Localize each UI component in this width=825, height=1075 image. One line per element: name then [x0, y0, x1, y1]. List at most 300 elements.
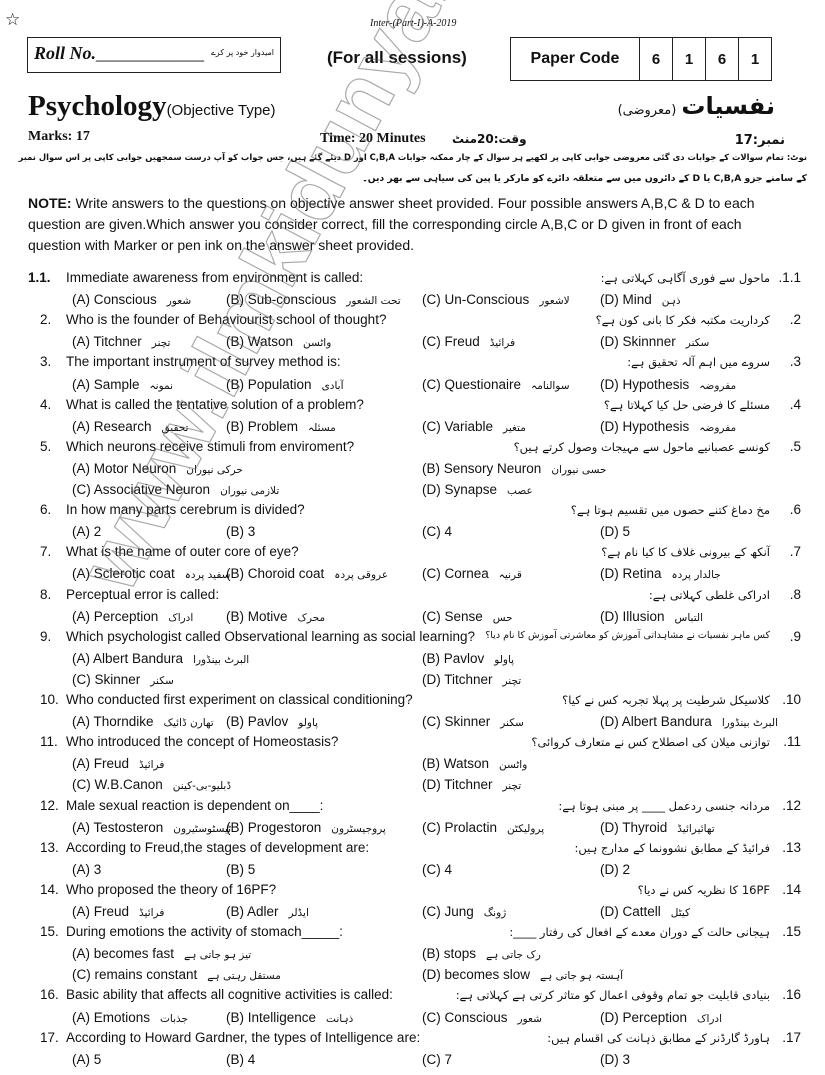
option-label-urdu[interactable]: مفروضہ — [699, 379, 737, 392]
answer-option[interactable] — [226, 820, 386, 835]
options-row — [0, 817, 825, 838]
option-label[interactable]: (B) 4 — [226, 1051, 256, 1067]
option-label-urdu[interactable]: تحت الشعور — [346, 295, 401, 308]
answer-option[interactable] — [422, 714, 524, 729]
option-label-urdu[interactable]: محرک — [297, 611, 326, 624]
option-label-urdu[interactable]: لاشعور — [539, 295, 570, 308]
option-label[interactable]: (C) Cornea — [422, 566, 489, 582]
option-label[interactable]: (A) 5 — [72, 1051, 102, 1067]
option-label[interactable]: (B) Adler — [226, 904, 279, 919]
option-label-urdu[interactable]: تحقیق — [161, 421, 189, 434]
answer-option[interactable] — [72, 461, 243, 476]
option-label[interactable]: (D) Hypothesis — [600, 376, 690, 392]
option-label[interactable]: (B) Sub-conscious — [226, 292, 337, 308]
time-urdu: وقت:20منٹ — [452, 132, 527, 146]
answer-option[interactable] — [72, 377, 173, 392]
option-label-urdu[interactable]: تیز ہو جاتی ہے — [184, 949, 252, 962]
option-label-urdu[interactable]: سفید پردہ — [184, 569, 231, 582]
answer-option[interactable] — [600, 904, 690, 919]
option-label-urdu[interactable]: التباس — [674, 611, 703, 624]
option-label-urdu[interactable]: مسئلہ — [308, 421, 336, 434]
question-text-urdu: آنکھ کے بیرونی غلاف کا کیا نام ہے؟ — [601, 545, 770, 560]
paper-code-table — [510, 37, 772, 81]
question-number: 13. — [40, 839, 59, 855]
question-text-urdu: فرائیڈ کے مطابق نشوونما کے مدارج ہیں: — [574, 840, 770, 855]
option-label[interactable]: (D) Cattell — [600, 904, 661, 919]
option-label[interactable]: (A) Thorndike — [72, 714, 154, 730]
question-text-urdu: ادراکی غلطی کہلاتی ہے: — [648, 587, 770, 602]
answer-option[interactable] — [72, 777, 231, 792]
option-label[interactable]: (C) remains constant — [72, 967, 198, 983]
answer-option[interactable] — [72, 524, 101, 539]
answer-option[interactable] — [72, 419, 188, 434]
question-text-urdu: کلاسیکل شرطیت پر پہلا تجربہ کس نے کیا؟ — [562, 693, 770, 707]
question-number-urdu: .5 — [789, 438, 801, 454]
marks-urdu: نمبر:17 — [734, 133, 785, 148]
answer-option[interactable] — [600, 862, 630, 877]
option-label[interactable]: (D) Thyroid — [600, 819, 668, 835]
roll-label — [34, 43, 204, 64]
paper-code-digit: 1 — [738, 38, 771, 80]
option-label[interactable]: (D) 2 — [600, 861, 630, 877]
question-number-urdu: .15 — [782, 924, 801, 940]
answer-option[interactable] — [422, 419, 526, 434]
subject-title — [28, 90, 276, 123]
option-label[interactable]: (A) Perception — [72, 608, 159, 624]
option-label-urdu[interactable]: واٹسن — [499, 759, 528, 772]
answer-option[interactable] — [422, 862, 452, 877]
question-line — [0, 268, 825, 289]
option-label[interactable]: (C) Freud — [422, 334, 480, 350]
option-label[interactable]: (D) Perception — [600, 1009, 688, 1025]
options-row — [0, 416, 825, 437]
answer-option[interactable] — [72, 967, 281, 982]
question-line — [0, 585, 825, 606]
option-label-urdu[interactable]: ایڈلر — [288, 907, 309, 919]
question-text: Immediate awareness from environment is called: — [66, 270, 364, 285]
answer-option[interactable] — [422, 1010, 542, 1025]
answer-option[interactable] — [600, 1010, 722, 1025]
option-label[interactable]: (A) 3 — [72, 861, 102, 877]
option-label[interactable]: (B) stops — [422, 946, 477, 962]
question-text-urdu: ہاورڈ گارڈنر کے مطابق ذہانت کی اقسام ہیں: — [547, 1030, 770, 1045]
subject-title-urdu — [618, 92, 775, 120]
question-text-urdu: کونسے عصبانیے ماحول سے مہیجات وصول کرتے ہیں؟ — [513, 439, 770, 454]
exam-title: Inter-(Part-I)-A-2019 — [370, 18, 457, 29]
answer-option[interactable] — [422, 1052, 452, 1067]
option-label[interactable]: (B) 3 — [226, 524, 256, 540]
note-urdu-line-1: نوٹ: تمام سوالات کے جوابات دی گئی معروضی جوابی کاپی پر لکھیے ہر سوال کے چار ممکنہ جوابات C,B,A اور D دیئے گئے ہیں، جس جواب کو آپ درست سمجھیں جوابی کاپی پر اس سوال نمبر — [18, 152, 807, 162]
answer-option[interactable] — [226, 1052, 255, 1067]
option-label[interactable]: (D) becomes slow — [422, 967, 531, 983]
option-label[interactable]: (C) Associative Neuron — [72, 482, 211, 497]
option-label[interactable]: (A) Sample — [72, 376, 140, 392]
question-line — [0, 838, 825, 859]
answer-option[interactable] — [600, 714, 778, 729]
subject-name-urdu: نفسیات — [681, 92, 775, 120]
question-text-urdu: بنیادی قابلیت جو تمام وقوفی اعمال کو متاثر کرتی ہے کہلاتی ہے: — [455, 988, 770, 1003]
note-text: Write answers to the questions on objective answer sheet provided. Four possible answers A,B,C & D to each question are given.Which answer you consider correct, fill the corresponding circle A,B,C or D given in front of each question with Marker or pen ink on the answer sheet provided. — [28, 195, 755, 253]
question-number: 4. — [40, 396, 52, 412]
answer-option[interactable] — [72, 946, 251, 961]
option-label-urdu[interactable]: ذہن — [661, 295, 681, 308]
option-label-urdu[interactable]: واٹسن — [303, 337, 332, 350]
option-label[interactable]: (D) Hypothesis — [600, 418, 690, 434]
option-label[interactable]: (C) 4 — [422, 861, 452, 877]
option-label[interactable]: (C) Conscious — [422, 1009, 508, 1025]
option-label-urdu[interactable]: ادراک — [697, 1012, 723, 1025]
option-label[interactable]: (C) Questionaire — [422, 376, 522, 392]
option-label[interactable]: (C) 7 — [422, 1051, 452, 1067]
options-row — [0, 648, 825, 669]
option-label[interactable]: (D) 5 — [600, 524, 630, 540]
option-label[interactable]: (A) Albert Bandura — [72, 650, 184, 666]
answer-option[interactable] — [72, 672, 174, 687]
option-label[interactable]: (C) Variable — [422, 418, 494, 434]
option-label-urdu[interactable]: رک جاتی ہے — [486, 949, 541, 962]
answer-option[interactable] — [226, 904, 309, 919]
answer-option[interactable] — [422, 777, 521, 792]
options-row — [0, 711, 825, 732]
question-line — [0, 352, 825, 373]
option-label-urdu[interactable]: فرائیڈ — [489, 337, 516, 350]
option-label[interactable]: (B) Choroid coat — [226, 566, 325, 582]
time: Time: 20 Minutes — [320, 131, 426, 146]
answer-option[interactable] — [72, 714, 214, 729]
answer-option[interactable] — [422, 756, 527, 771]
options-row — [0, 901, 825, 922]
answer-option[interactable] — [422, 820, 544, 835]
option-label-urdu[interactable]: حسی نیوران — [551, 463, 607, 476]
answer-option[interactable] — [72, 1052, 101, 1067]
question-line — [0, 732, 825, 753]
option-label-urdu[interactable]: جالدار پردہ — [671, 569, 721, 582]
answer-option[interactable] — [226, 609, 325, 624]
option-label[interactable]: (B) Problem — [226, 418, 299, 434]
answer-option[interactable] — [72, 1010, 188, 1025]
note-urdu-line-2: کے سامنے جزو C,B,A یا D کے دائروں میں سے متعلقہ دائرے کو مارکر یا پین کی سیاہی سے بھر دیں۔ — [362, 173, 807, 184]
answer-option[interactable] — [422, 672, 521, 687]
question-number: 3. — [40, 354, 52, 370]
options-row — [0, 479, 825, 500]
option-label[interactable]: (B) Population — [226, 376, 312, 392]
roll-blank[interactable]: ____________ — [96, 43, 205, 63]
question-text-urdu: سروے میں اہم آلہ تحقیق ہے: — [627, 355, 770, 370]
question-text: Basic ability that affects all cognitive activities is called: — [66, 987, 393, 1003]
option-label-urdu[interactable]: جذبات — [160, 1012, 189, 1025]
option-label[interactable]: (D) Retina — [600, 566, 662, 582]
answer-option[interactable] — [226, 1010, 353, 1025]
question-text: Who introduced the concept of Homeostasis? — [66, 734, 339, 750]
answer-option[interactable] — [422, 651, 514, 666]
option-label-urdu[interactable]: پرولیکٹن — [507, 822, 545, 835]
option-label[interactable]: (C) 4 — [422, 524, 452, 540]
option-label[interactable]: (A) Research — [72, 418, 152, 434]
option-label-urdu[interactable]: ڈبلیو-بی-کینن — [172, 780, 232, 793]
option-label-urdu[interactable]: مستقل رہتی ہے — [207, 970, 281, 983]
option-label-urdu[interactable]: تھارن ڈائیک — [163, 717, 214, 730]
option-label[interactable]: (B) 5 — [226, 861, 256, 877]
option-label-urdu[interactable]: فرائیڈ — [139, 907, 165, 919]
question-number-urdu: .9 — [789, 628, 801, 644]
question-number-urdu: .8 — [789, 586, 801, 602]
option-label[interactable]: (B) Watson — [422, 756, 490, 772]
option-label[interactable]: (A) Emotions — [72, 1009, 151, 1025]
question-text-urdu: توازنی میلان کی اصطلاح کس نے متعارف کروائی؟ — [531, 735, 770, 750]
option-label[interactable]: (A) Freud — [72, 756, 130, 772]
answer-option[interactable] — [422, 377, 570, 392]
option-label-urdu[interactable]: عروقی پردہ — [334, 569, 389, 582]
answer-option[interactable] — [226, 419, 336, 434]
answer-option[interactable] — [72, 566, 230, 581]
option-label[interactable]: (A) Testosteron — [72, 819, 164, 835]
option-label-urdu[interactable]: شعور — [166, 295, 192, 308]
answer-option[interactable] — [226, 292, 401, 307]
option-label-urdu[interactable]: ژونگ — [483, 907, 507, 919]
answer-option[interactable] — [422, 292, 570, 307]
options-row — [0, 964, 825, 985]
option-label[interactable]: (A) 2 — [72, 524, 102, 540]
option-label[interactable]: (B) Motive — [226, 608, 288, 624]
note-label: NOTE: — [28, 195, 72, 211]
question-line — [0, 985, 825, 1006]
option-label[interactable]: (C) Skinner — [422, 714, 491, 730]
option-label-urdu[interactable]: آہستہ ہو جاتی ہے — [540, 970, 624, 983]
question-number-urdu: .3 — [789, 354, 801, 370]
option-label-urdu[interactable]: سکنر — [150, 674, 174, 687]
option-label-urdu[interactable]: ذہانت — [326, 1012, 354, 1025]
option-label-urdu[interactable]: تچنر — [502, 780, 522, 793]
option-label[interactable]: (A) Freud — [72, 904, 130, 919]
answer-option[interactable] — [72, 904, 164, 919]
option-label[interactable]: (C) Prolactin — [422, 819, 498, 835]
option-label-urdu[interactable]: ٹیسٹوسٹیرون — [173, 822, 232, 835]
question-text: What is the name of outer core of eye? — [66, 544, 299, 560]
sessions-label: (For all sessions) — [327, 48, 467, 67]
answer-option[interactable] — [226, 566, 388, 581]
question-text: Male sexual reaction is dependent on____: — [66, 797, 324, 813]
question-number-urdu: .10 — [782, 692, 801, 707]
answer-option[interactable] — [226, 524, 255, 539]
question-number: 17. — [40, 1029, 59, 1045]
option-label-urdu[interactable]: فرائیڈ — [139, 759, 165, 772]
answer-option[interactable] — [422, 461, 606, 476]
answer-option[interactable] — [422, 482, 533, 497]
option-label[interactable]: (C) Sense — [422, 608, 483, 624]
options-row — [0, 943, 825, 964]
answer-option[interactable] — [600, 377, 736, 392]
option-label-urdu[interactable]: تچنر — [151, 337, 171, 350]
subject-name: Psychology — [28, 90, 167, 122]
option-label-urdu[interactable]: حرکی نیوران — [186, 463, 243, 476]
option-label[interactable]: (A) Titchner — [72, 334, 142, 350]
option-label-urdu[interactable]: قرنیہ — [498, 569, 522, 582]
question-text: Who is the founder of Behaviourist school of thought? — [66, 312, 387, 328]
options-row — [0, 289, 825, 310]
answer-option[interactable] — [226, 334, 331, 349]
answer-option[interactable] — [600, 334, 709, 349]
option-label-urdu[interactable]: تلازمی نیوران — [220, 485, 280, 497]
option-label-urdu[interactable]: مفروضہ — [699, 421, 737, 434]
paper-code-label: Paper Code — [530, 50, 620, 67]
option-label-urdu[interactable]: حس — [492, 611, 513, 624]
options-row — [0, 1007, 825, 1028]
answer-option[interactable] — [72, 820, 231, 835]
question-text: In how many parts cerebrum is divided? — [66, 502, 305, 518]
question-number-urdu: .17 — [782, 1029, 801, 1045]
answer-option[interactable] — [72, 609, 193, 624]
answer-option[interactable] — [600, 524, 630, 539]
answer-option[interactable] — [226, 862, 255, 877]
option-label-urdu[interactable]: شعور — [517, 1012, 542, 1025]
options-row — [0, 753, 825, 774]
answer-option[interactable] — [72, 334, 170, 349]
option-label[interactable]: (C) W.B.Canon — [72, 777, 163, 793]
option-label[interactable]: (B) Progestoron — [226, 819, 322, 835]
answer-option[interactable] — [72, 482, 279, 497]
option-label[interactable]: (D) Titchner — [422, 671, 493, 687]
question-number: 9. — [40, 628, 52, 644]
question-line — [0, 310, 825, 331]
question-number: 15. — [40, 924, 59, 940]
options-row — [0, 774, 825, 795]
option-label-urdu[interactable]: تھائیرائیڈ — [677, 822, 715, 835]
answer-option[interactable] — [600, 419, 736, 434]
marks: Marks: 17 — [28, 129, 90, 144]
question-text: Who proposed the theory of 16PF? — [66, 881, 277, 897]
answer-option[interactable] — [226, 377, 344, 392]
option-label[interactable]: (D) Mind — [600, 292, 652, 308]
question-number: 12. — [40, 797, 59, 813]
question-number: 14. — [40, 881, 59, 897]
question-line — [0, 880, 825, 901]
option-label-urdu[interactable]: آبادی — [321, 379, 344, 392]
option-label[interactable]: (D) Titchner — [422, 777, 493, 793]
option-label[interactable]: (B) Watson — [226, 334, 294, 350]
option-label-urdu[interactable]: سکنر — [685, 337, 710, 350]
option-label-urdu[interactable]: متغیر — [503, 421, 526, 434]
option-label-urdu[interactable]: نمونہ — [149, 379, 174, 392]
option-label[interactable]: (D) 3 — [600, 1051, 630, 1067]
question-text: Which neurons receive stimuli from enviroment? — [66, 438, 355, 454]
option-label-urdu[interactable]: تچنر — [502, 674, 522, 687]
answer-option[interactable] — [72, 756, 164, 771]
question-text: During emotions the activity of stomach_____: — [66, 924, 343, 940]
answer-option[interactable] — [422, 904, 506, 919]
answer-option[interactable] — [422, 524, 452, 539]
option-label[interactable]: (D) Albert Bandura — [600, 714, 712, 730]
answer-option[interactable] — [72, 862, 101, 877]
option-label-urdu[interactable]: البرٹ بینڈورا — [193, 653, 250, 666]
question-number-urdu: .4 — [789, 396, 801, 412]
question-number: 8. — [40, 586, 52, 602]
option-label-urdu[interactable]: پاولو — [298, 717, 319, 730]
answer-option[interactable] — [600, 566, 721, 581]
option-label-urdu[interactable]: سکنر — [500, 717, 524, 730]
question-text-urdu: کرداریت مکتبہ فکر کا بانی کون ہے؟ — [595, 313, 770, 328]
question-text: According to Howard Gardner, the types of Intelligence are: — [66, 1029, 421, 1045]
option-label[interactable]: (D) Illusion — [600, 608, 665, 624]
question-text: The important instrument of survey method is: — [66, 354, 341, 370]
answer-option[interactable] — [422, 967, 623, 982]
answer-option[interactable] — [600, 820, 715, 835]
options-row — [0, 669, 825, 690]
question-number: 2. — [40, 312, 52, 328]
answer-option[interactable] — [422, 566, 522, 581]
question-line — [0, 627, 825, 648]
question-text: Who conducted first experiment on classical conditioning? — [66, 692, 413, 707]
question-number: 6. — [40, 502, 52, 518]
option-label[interactable]: (B) Sensory Neuron — [422, 460, 542, 476]
option-label[interactable]: (C) Skinner — [72, 671, 141, 687]
option-label-urdu[interactable]: کیٹل — [670, 907, 691, 919]
paper-code-digit: 6 — [639, 38, 672, 80]
question-number-urdu: .14 — [782, 881, 801, 897]
subject-type: (Objective Type) — [166, 102, 276, 119]
option-label-urdu[interactable]: پاولو — [494, 653, 515, 666]
question-text-urdu: مسئلے کا فرضی حل کیا کہلاتا ہے؟ — [603, 397, 770, 412]
option-label[interactable]: (D) Synapse — [422, 482, 498, 497]
question-number-urdu: .7 — [789, 544, 801, 560]
question-number-urdu: .6 — [789, 502, 801, 518]
answer-option[interactable] — [600, 292, 681, 307]
option-label[interactable]: (B) Intelligence — [226, 1009, 317, 1025]
answer-option[interactable] — [72, 292, 191, 307]
options-row — [0, 1049, 825, 1070]
answer-option[interactable] — [422, 334, 515, 349]
answer-option[interactable] — [72, 651, 249, 666]
question-number: 7. — [40, 544, 52, 560]
option-label[interactable]: (C) Jung — [422, 904, 474, 919]
option-label[interactable]: (B) Pavlov — [226, 714, 289, 730]
option-label[interactable]: (A) becomes fast — [72, 946, 175, 962]
answer-option[interactable] — [600, 609, 703, 624]
paper-code-digit: 1 — [672, 38, 705, 80]
option-label[interactable]: (A) Sclerotic coat — [72, 566, 175, 582]
options-row — [0, 331, 825, 352]
paper-code-digit: 6 — [705, 38, 738, 80]
question-line — [0, 922, 825, 943]
options-row — [0, 374, 825, 395]
option-label-urdu[interactable]: پروجیسٹرون — [331, 822, 386, 835]
option-label-urdu[interactable]: ادراک — [168, 611, 194, 624]
question-line — [0, 1028, 825, 1049]
option-label-urdu[interactable]: البرٹ بینڈورا — [721, 717, 778, 730]
question-number: 5. — [40, 438, 52, 454]
option-label[interactable]: (C) Un-Conscious — [422, 292, 530, 308]
answer-option[interactable] — [422, 609, 513, 624]
question-line — [0, 796, 825, 817]
option-label[interactable]: (D) Skinnner — [600, 334, 676, 350]
answer-option[interactable] — [226, 714, 318, 729]
question-line — [0, 542, 825, 563]
answer-option[interactable] — [600, 1052, 630, 1067]
option-label[interactable]: (A) Motor Neuron — [72, 460, 177, 476]
option-label[interactable]: (B) Pavlov — [422, 650, 485, 666]
question-line — [0, 395, 825, 416]
option-label-urdu[interactable]: سوالنامہ — [531, 379, 570, 392]
question-number: 1.1. — [28, 270, 51, 285]
options-row — [0, 859, 825, 880]
options-row — [0, 606, 825, 627]
question-text-urdu: کس ماہر نفسیات نے مشاہداتی آموزش کو معاشرتی آموزش کا نام دیا؟ — [485, 629, 770, 641]
option-label[interactable]: (A) Conscious — [72, 292, 157, 308]
question-number-urdu: .13 — [782, 839, 801, 855]
option-label-urdu[interactable]: عصب — [507, 485, 533, 497]
answer-option[interactable] — [422, 946, 541, 961]
question-number: 10. — [40, 692, 59, 707]
star-icon: ☆ — [5, 10, 21, 29]
